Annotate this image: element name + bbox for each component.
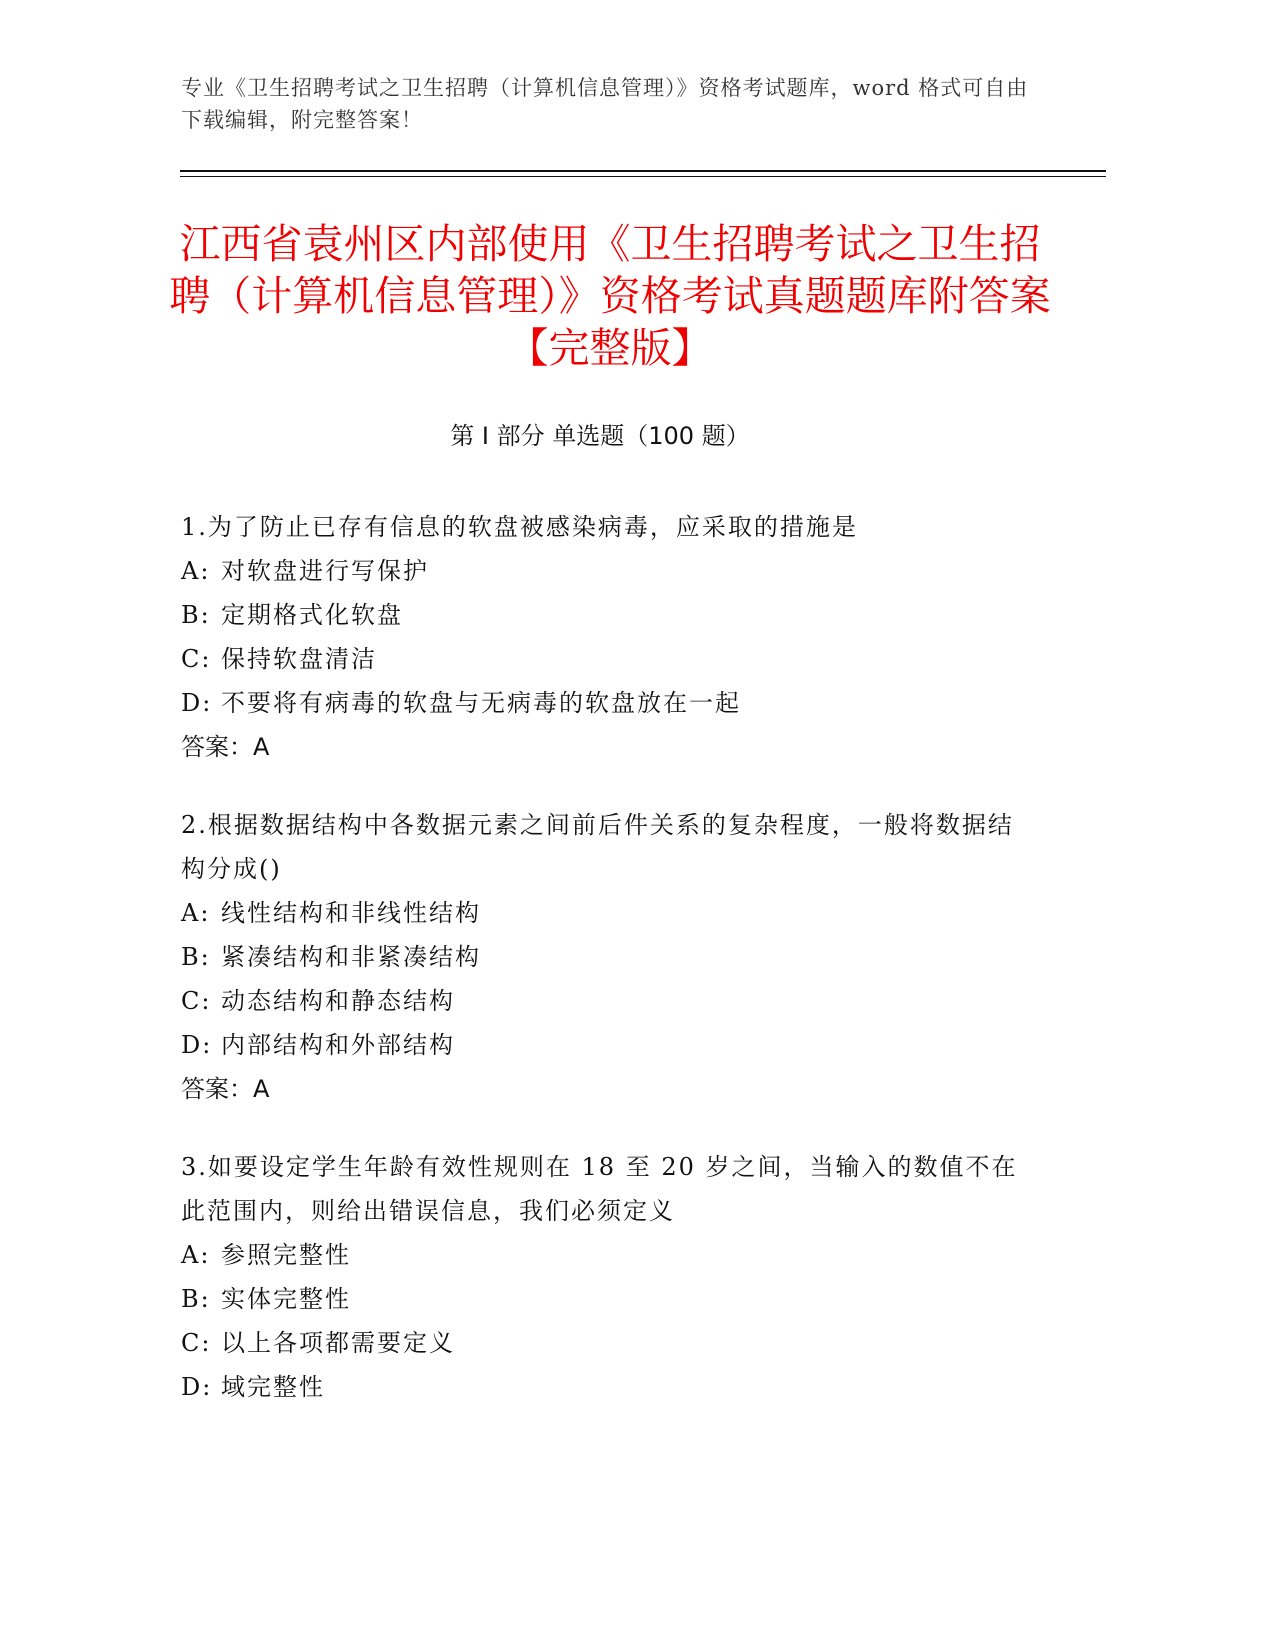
question-3	[181, 1145, 1021, 1409]
header-divider-thick	[180, 170, 1106, 172]
option-a	[181, 549, 1021, 593]
option-text: 域完整性	[221, 1373, 325, 1401]
document-title: 江西省袁州区内部使用《卫生招聘考试之卫生招聘（计算机信息管理）》资格考试真题题库附答案【完整版】	[169, 220, 1051, 372]
option-b	[181, 1277, 1021, 1321]
option-text: 以上各项都需要定义	[221, 1329, 455, 1357]
question-stem: 2.根据数据结构中各数据元素之间前后件关系的复杂程度，一般将数据结构分成()	[181, 811, 1014, 883]
option-key: A:	[181, 557, 211, 585]
question-stem: 1.为了防止已存有信息的软盘被感染病毒，应采取的措施是	[181, 513, 858, 541]
option-key: B:	[181, 601, 211, 629]
option-key: D:	[181, 1373, 213, 1401]
option-text: 紧凑结构和非紧凑结构	[221, 943, 481, 971]
option-key: D:	[181, 1031, 213, 1059]
option-key: D:	[181, 689, 213, 717]
header-divider-thin	[180, 176, 1106, 177]
option-b	[181, 935, 1021, 979]
option-text: 保持软盘清洁	[221, 645, 377, 673]
option-text: 对软盘进行写保护	[221, 557, 429, 585]
option-a	[181, 1233, 1021, 1277]
option-c	[181, 637, 1021, 681]
option-key: A:	[181, 1241, 211, 1269]
question-stem: 3.如要设定学生年龄有效性规则在 18 至 20 岁之间，当输入的数值不在此范围内，则给出错误信息，我们必须定义	[181, 1153, 1018, 1225]
option-b	[181, 593, 1021, 637]
question-1	[181, 505, 1021, 769]
header-note: 专业《卫生招聘考试之卫生招聘（计算机信息管理）》资格考试题库，word 格式可自由下载编辑，附完整答案！	[181, 76, 1029, 132]
option-key: C:	[181, 1329, 212, 1357]
option-a	[181, 891, 1021, 935]
option-text: 不要将有病毒的软盘与无病毒的软盘放在一起	[221, 689, 741, 717]
option-key: C:	[181, 645, 212, 673]
option-text: 定期格式化软盘	[221, 601, 403, 629]
option-d	[181, 1023, 1021, 1067]
option-text: 线性结构和非线性结构	[221, 899, 481, 927]
option-d	[181, 1365, 1021, 1409]
option-c	[181, 1321, 1021, 1365]
option-text: 内部结构和外部结构	[221, 1031, 455, 1059]
option-key: C:	[181, 987, 212, 1015]
option-text: 参照完整性	[221, 1241, 351, 1269]
option-key: B:	[181, 1285, 211, 1313]
option-d	[181, 681, 1021, 725]
section-title: 第 I 部分 单选题（100 题）	[450, 422, 750, 450]
answer: 答案：A	[181, 733, 270, 761]
option-c	[181, 979, 1021, 1023]
answer: 答案：A	[181, 1075, 270, 1103]
option-text: 动态结构和静态结构	[221, 987, 455, 1015]
option-text: 实体完整性	[221, 1285, 351, 1313]
option-key: B:	[181, 943, 211, 971]
option-key: A:	[181, 899, 211, 927]
question-2	[181, 803, 1021, 1111]
question-list	[181, 505, 1021, 1443]
